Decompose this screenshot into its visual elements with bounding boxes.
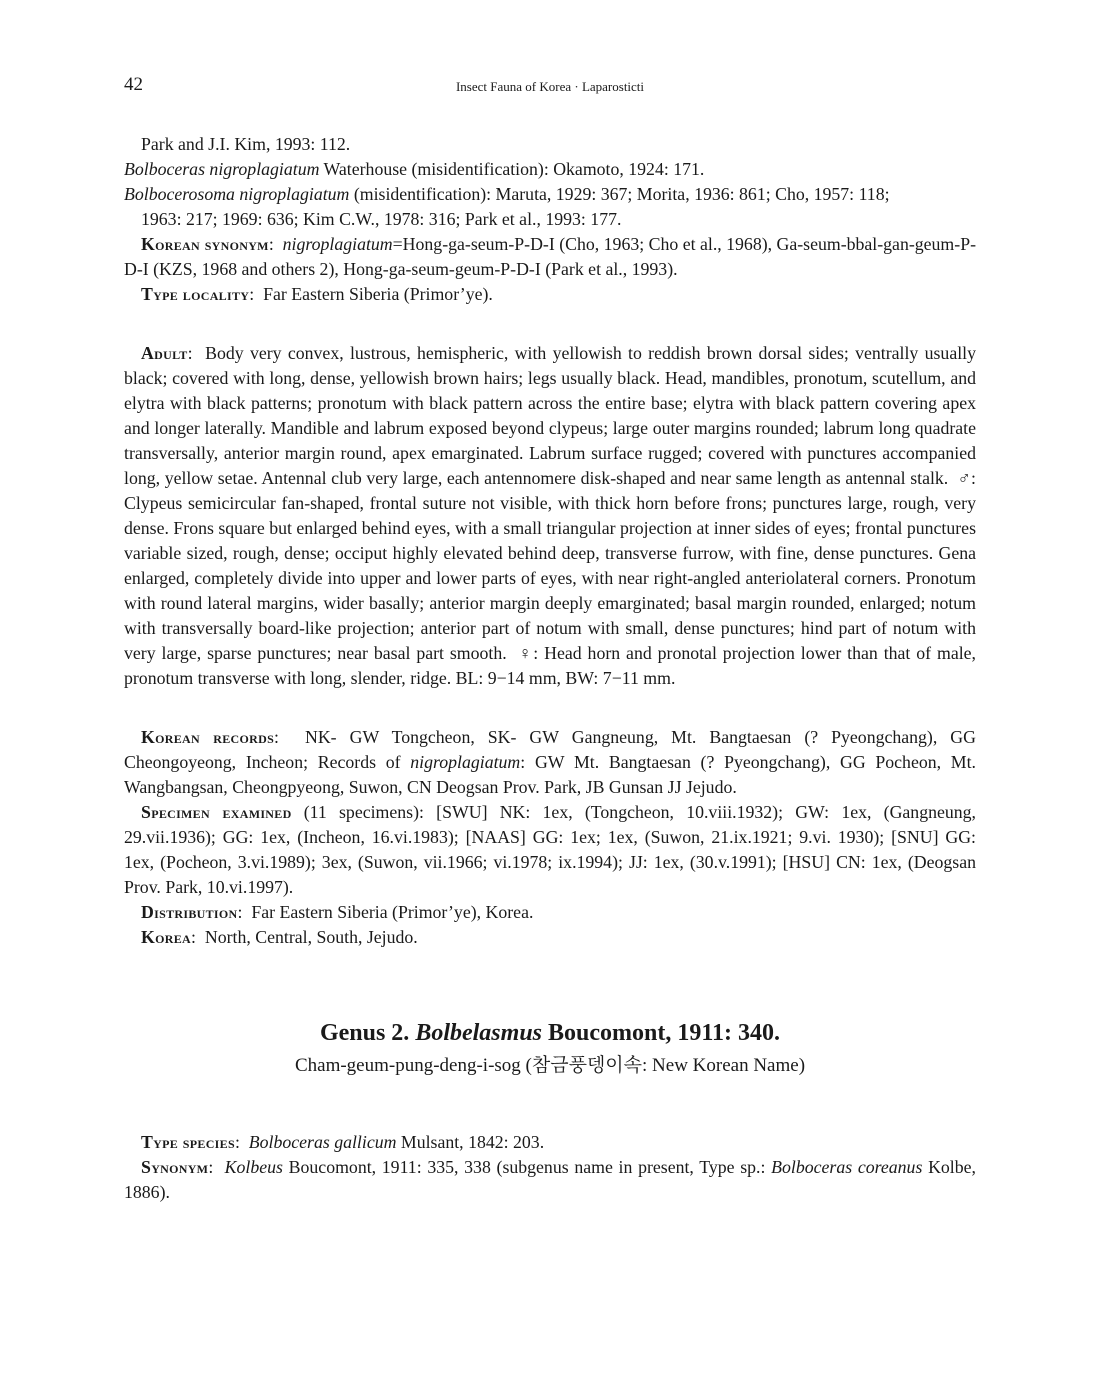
taxon-name: Kolbeus [224, 1157, 283, 1177]
adult-text-2: : Clypeus semicircular fan-shaped, frontal suture not visible, with thick horn before frons; punctures large, rough, very dense. Frons square but enlarged behind eyes, with a small triangular projection at inner sides of eyes; frontal punctures variable sized, rough, dense; occiput highly elevated behind deep, transverse furrow, with fine, dense punctures. Gena enlarged, completely divide into upper and lower parts of eyes, with near right-angled anteriolateral corners. Pronotum with round lateral margins, wider basally; anterior margin deeply emarginated; basal margin rounded, enlarged; notum with transversally board-like projection; anterior part of notum with small, dense punctures; hind part of notum with very large, sparse punctures; near basal part smooth. [124, 468, 976, 663]
page-number: 42 [124, 74, 143, 95]
taxon-name: Bolbocerosoma nigroplagiatum [124, 184, 350, 204]
type-species-label: Type species [141, 1132, 235, 1152]
synonymy-entry-3-cont: 1963: 217; 1969: 636; Kim C.W., 1978: 316; Park et al., 1993: 177. [141, 209, 622, 229]
adult-label: Adult [141, 343, 188, 363]
taxon-name: nigroplagiatum [410, 752, 521, 772]
genus-name: Bolbelasmus [415, 1020, 543, 1046]
running-head [124, 60, 976, 100]
synonym-text: Boucomont, 1911: 335, 338 (subgenus name in present, Type sp.: [282, 1157, 772, 1177]
synonymy-entry-3 [124, 182, 976, 207]
taxon-name: Bolboceras nigroplagiatum [124, 159, 320, 179]
synonymy-citation: Waterhouse (misidentification): Okamoto, 1924: 171. [319, 159, 705, 179]
korean-records-text-2: : GW Mt. Bangtaesan (? Pyeongchang), GG Pocheon, Mt. Wangbangsan, Cheongpyeong, Suwon, CN Deogsan Prov. Park, JB Gunsan JJ Jejudo. [124, 752, 976, 797]
korean-records-label: Korean records [141, 727, 275, 747]
korea-paragraph: Korea: North, Central, South, Jejudo. [141, 927, 418, 947]
synonymy-line-1: Park and J.I. Kim, 1993: 112. [141, 134, 351, 154]
korean-records-text-1: NK- GW Tongcheon, SK- GW Gangneung, Mt. Bangtaesan (? Pyeongchang), GG Cheongoyeong, Incheon; Records of [124, 727, 976, 772]
genus-details [124, 1130, 976, 1205]
type-species-paragraph: Type species: Bolboceras gallicum Mulsant, 1842: 203. [141, 1132, 545, 1152]
synonymy-list [124, 132, 976, 307]
taxon-name: Bolboceras coreanus [771, 1157, 923, 1177]
type-locality-text: Far Eastern Siberia (Primor’ye). [263, 284, 493, 304]
korean-records-paragraph: Korean records: NK- GW Tongcheon, SK- GW Gangneung, Mt. Bangtaesan (? Pyeongchang), GG Cheongoyeong, Incheon; Records of nigroplagiatum: GW Mt. Bangtaesan (? Pyeongchang), GG Pocheon, Mt. Wangbangsan, Cheongpyeong, Suwon, CN Deogsan Prov. Park, JB Gunsan JJ Jejudo. [124, 727, 976, 797]
genus-heading [124, 1018, 976, 1048]
taxon-name: Bolboceras gallicum [248, 1132, 397, 1152]
synonymy-citation: (misidentification): Maruta, 1929: 367; Morita, 1936: 861; Cho, 1957: 118; [349, 184, 890, 204]
distribution-label: Distribution [141, 902, 238, 922]
synonym-text-2: Kolbe, 1886). [124, 1157, 976, 1202]
korea-text: North, Central, South, Jejudo. [204, 927, 418, 947]
specimen-examined-paragraph [124, 800, 976, 900]
genus-author: Boucomont, 1911: 340. [542, 1020, 781, 1046]
genus-prefix: Genus 2. [319, 1020, 416, 1046]
male-symbol-icon: ♂ [957, 468, 972, 488]
genus-subtitle: Cham-geum-pung-deng-i-sog (참금풍뎅이속: New Korean Name) [294, 1055, 806, 1076]
type-species-text: Mulsant, 1842: 203. [396, 1132, 545, 1152]
page [124, 60, 976, 1205]
taxon-name: nigroplagiatum [282, 234, 393, 254]
korean-synonym-label: Korean synonym [141, 234, 269, 254]
synonym-paragraph: Synonym: Kolbeus Boucomont, 1911: 335, 338 (subgenus name in present, Type sp.: Bolboceras coreanus Kolbe, 1886). [124, 1157, 976, 1202]
distribution-paragraph: Distribution: Far Eastern Siberia (Primor’ye), Korea. [141, 902, 534, 922]
synonymy-entry-2 [124, 157, 976, 182]
korean-synonym-text: =Hong-ga-seum-P-D-I (Cho, 1963; Cho et al., 1968), Ga-seum-bbal-gan-geum-P-D-I (KZS, 1968 and others 2), Hong-ga-seum-geum-P-D-I (Park et al., 1993). [124, 234, 976, 279]
specimen-examined-text: (11 specimens): [SWU] NK: 1ex, (Tongcheon, 10.viii.1932); GW: 1ex, (Gangneung, 29.vii.1936); GG: 1ex, (Incheon, 16.vi.1983); [NAAS] GG: 1ex; 1ex, (Suwon, 21.ix.1921; 9.vi. 1930); [SNU] GG: 1ex, (Pocheon, 3.vi.1989); 3ex, (Suwon, vii.1966; vi.1978; ix.1994); JJ: 1ex, (30.v.1991); [HSU] CN: 1ex, (Deogsan Prov. Park, 10.vi.1997). [124, 802, 976, 897]
adult-text-1: Body very convex, lustrous, hemispheric, with yellowish to reddish brown dorsal sides; ventrally usually black; covered with long, dense, yellowish brown hairs; legs usually black. Head, mandibles, pronotum, scutellum, and elytra with black patterns; pronotum with black pattern across the entire base; elytra with black pattern covering apex and longer laterally. Mandible and labrum exposed beyond clypeus; large outer margins rounded; labrum long quadrate transversally, anterior margin round, apex emarginated. Labrum surface rugged; covered with punctures accompanied long, yellow setae. Antennal club very large, each antennomere disk-shaped and near same length as antennal stalk. [124, 343, 976, 488]
records-section [124, 725, 976, 950]
specimen-examined-label: Specimen examined [141, 802, 292, 822]
adult-description [124, 341, 976, 691]
journal-title: Insect Fauna of Korea · Laparosticti [455, 79, 645, 94]
adult-paragraph: Adult: Body very convex, lustrous, hemispheric, with yellowish to reddish brown dorsal sides; ventrally usually black; covered with long, dense, yellowish brown hairs; legs usually black. Head, mandibles, pronotum, scutellum, and elytra with black patterns; pronotum with black pattern across the entire base; elytra with black pattern covering apex and longer laterally. Mandible and labrum exposed beyond clypeus; large outer margins rounded; labrum long quadrate transversally, anterior margin round, apex emarginated. Labrum surface rugged; covered with punctures accompanied long, yellow setae. Antennal club very large, each antennomere disk-shaped and near same length as antennal stalk. ♂: Clypeus semicircular fan-shaped, frontal suture not visible, with thick horn before frons; punctures large, rough, very dense. Frons square but enlarged behind eyes, with a small triangular projection at inner sides of eyes; frontal punctures variable sized, rough, dense; occiput highly elevated behind deep, transverse furrow, with fine, dense punctures. Gena enlarged, completely divide into upper and lower parts of eyes, with near right-angled anteriolateral corners. Pronotum with round lateral margins, wider basally; anterior margin deeply emarginated; basal margin rounded, enlarged; notum with transversally board-like projection; anterior part of notum with small, dense punctures; hind part of notum with very large, sparse punctures; near basal part smooth. ♀: Head horn and pronotal projection lower than that of male, pronotum transverse with long, slender, ridge. BL: 9−14 mm, BW: 7−11 mm. [124, 343, 976, 688]
korea-label: Korea [141, 927, 192, 947]
distribution-text: Far Eastern Siberia (Primor’ye), Korea. [251, 902, 534, 922]
female-symbol-icon: ♀ [518, 643, 534, 663]
synonym-label: Synonym [141, 1157, 209, 1177]
type-locality-label: Type locality [141, 284, 250, 304]
type-locality-paragraph: Type locality: Far Eastern Siberia (Primor’ye). [141, 284, 493, 304]
korean-synonym-paragraph: Korean synonym: nigroplagiatum=Hong-ga-seum-P-D-I (Cho, 1963; Cho et al., 1968), Ga-seum-bbal-gan-geum-P-D-I (KZS, 1968 and others 2), Hong-ga-seum-geum-P-D-I (Park et al., 1993). [124, 234, 976, 279]
adult-text-3: : Head horn and pronotal projection lower than that of male, pronotum transverse with long, slender, ridge. BL: 9−14 mm, BW: 7−11 mm. [124, 643, 976, 688]
